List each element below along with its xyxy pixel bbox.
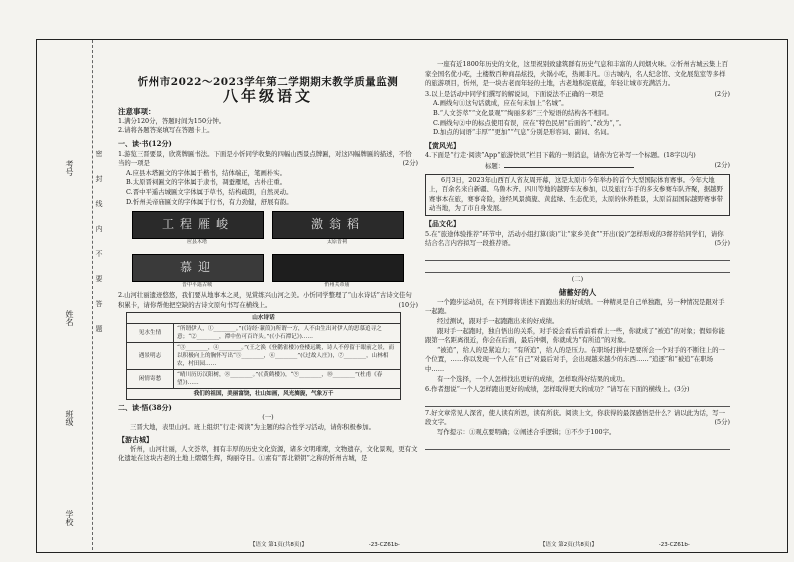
table-footer: 我们的祖国，美丽富饶，壮山如画，风光旖旎，气象万千 bbox=[127, 389, 401, 400]
answer-line[interactable] bbox=[425, 397, 730, 407]
poem-table bbox=[126, 312, 401, 400]
question-7 bbox=[425, 409, 730, 428]
label-school: 学校 bbox=[65, 510, 74, 526]
page-footer-left bbox=[250, 540, 400, 548]
option: C.晋中平遥古城匾文字体属于草书，结构疏朗，自然灵动。 bbox=[126, 187, 293, 196]
paragraph: 一座有近1800年历史的文化，这里祝别致建筑群有历史气息和丰富的人间烟火味。②忻州古城云集上百家全国名优小吃，土楼数百种商品炫投，火锅小吃，热闹非凡。③古城内，名人纪念馆、文化展览室等多样的旅游项目，忻州，是一块古老而年轻的土地，古老地积淀底蕴，年轻让城市充满活力。 bbox=[425, 60, 729, 88]
plaque-caption: 忻州关帝庙 bbox=[324, 282, 350, 289]
answer-blank[interactable] bbox=[504, 161, 634, 168]
page-footer-right bbox=[540, 540, 690, 548]
exam-title: 忻州市2022～2023学年第二学期期末教学质量监测 bbox=[137, 76, 399, 88]
binding-strip bbox=[4, 60, 74, 550]
question-5 bbox=[425, 230, 730, 249]
footer-code: -23-CZ61b- bbox=[368, 542, 400, 548]
question-text: 4.下面是“行走·阅读”App“旅游快讯”栏目下载的一则消息，请你为它补写一个标题。(18字以内) bbox=[425, 151, 696, 160]
plaque-image: 工程雁峻 bbox=[132, 211, 264, 239]
question-4 bbox=[425, 151, 730, 161]
question-3 bbox=[425, 90, 730, 100]
label-exam-number: 考号 bbox=[65, 160, 74, 176]
question-text: 1.游览三晋要景，欣赏牌匾书法。下面是小忻同学收集的四幅山西景点牌匾，对这四幅牌匾的描述，不恰当的一项是 bbox=[118, 149, 412, 168]
footer-page: 【语文 第1页(共8页)】 bbox=[250, 542, 308, 548]
table-row bbox=[127, 370, 401, 389]
story-paragraph: 经过测试，跟对手一起跑跑出来的好成绩。 bbox=[437, 317, 559, 326]
subsection-tag: 【游古城】 bbox=[118, 435, 153, 445]
question-6: 6.作者想说“一个人怎样跑出更好的成绩，怎样取得更大的成功？”请写在下面的横线上。(3分) bbox=[425, 385, 690, 394]
plaque-figure bbox=[132, 211, 264, 246]
row-text: “所谓伊人，①________。”(《诗经·蒹葭》)所谓一方，人不由生出对伊人的思慕追寻之意；“②________，潭中鱼可百许头。”(《小石潭记》)…… bbox=[174, 324, 401, 343]
plaque-gallery bbox=[128, 211, 408, 289]
plaque-figure bbox=[272, 254, 404, 289]
question-text: 3.以上是活动中同学们撰写的解说词，下面说法不正确的一项是 bbox=[425, 89, 604, 98]
label-class: 班级 bbox=[65, 410, 74, 426]
story-title: 储蓄好的人 bbox=[558, 288, 597, 298]
story-paragraph: “被追”，给人的是紧迫力；“有所追”，给人的是压力。在职场打拼中是要所会一个对手的不断往上的一个位置，……你以发现一个人在“自己”对最后对手，会出现越来越少的东西……“追逐”和“被追”在职场中…… bbox=[425, 345, 725, 374]
answer-line[interactable] bbox=[425, 251, 730, 261]
section-title: 一、读·书(12分) bbox=[118, 138, 172, 148]
binding-line bbox=[92, 40, 93, 550]
question-text: 5.在“旅途体验推荐”环节中，活动小组打算(谈)“让“家乡美食”“开出(说)”怎样形成的3督荐给同学们，请你结合名言内容拟写一段推荐语。 bbox=[425, 229, 724, 248]
subsection-number: (一) bbox=[262, 412, 274, 421]
plaque-caption: 应县木塔 bbox=[186, 239, 207, 246]
question-text: 7.好文章常见人深省，使人读有所思，读有所获。阅读上文，你获得的最深感悟是什么？请以此为话，写一段文字。 bbox=[425, 408, 726, 427]
subsection-number: (二) bbox=[571, 274, 584, 283]
question-text: 2.山河壮丽遗迹悠悠，我们要从地事本之灵，见赏练兴山河之美。小忻同学整理了“山水诗话”古诗文佳句积累卡，请你帮他把空缺的古诗文原句书写在横线上。 bbox=[118, 291, 412, 309]
right-column bbox=[425, 60, 730, 452]
row-name: 闲情寄愁 bbox=[127, 370, 174, 389]
question-score: (2分) bbox=[714, 89, 730, 98]
option: C.画线句②中的标点使用有误，应在“特色民居”后面的“、”改为“，”。 bbox=[433, 118, 626, 127]
row-name: 遇景明志 bbox=[127, 343, 174, 370]
option: A.应县木塔匾文的字体属于楷书，结体端正，笔画朴实。 bbox=[126, 168, 287, 177]
footer-code: -23-CZ61b- bbox=[658, 542, 690, 548]
paragraph: 忻州，山河壮丽，人文荟萃，拥有丰厚的历史文化资源，诸多文明璀璨，文物遗存，文化景观，更有文化遗址在这块古老的土地上熠熠生辉，绚丽夺目。①素有“晋北锁钥”之称的忻州古城，是 bbox=[118, 444, 418, 463]
plaque-figure bbox=[272, 211, 404, 246]
plaque-caption: 晋中平遥古城 bbox=[181, 282, 212, 289]
section-title: 二、读·悟(38分) bbox=[118, 403, 172, 413]
notice-heading: 注意事项： bbox=[118, 107, 156, 117]
story-paragraph: 一个跑步运动员，在下列即将讲述下面跑出来的好成绩。一种精灵是自己单独跑，另一种情况是跟对手一起跑。 bbox=[425, 297, 725, 316]
question-score: (10分) bbox=[398, 300, 418, 309]
story-paragraph: 有一个选择，一个人怎样找出更好的成绩，怎样取得好结果的成功。 bbox=[437, 374, 629, 383]
question-score: (5分) bbox=[714, 239, 730, 248]
binding-warning: 密封线内不要答题 bbox=[95, 150, 103, 350]
writing-tips: 写作提示：①观点要明确；②阐述合乎逻辑；③不少于100字。 bbox=[437, 428, 616, 436]
question-score: (5分) bbox=[714, 418, 730, 427]
plaque-image: 激翁稻 bbox=[272, 211, 404, 239]
plaque-figure bbox=[132, 254, 264, 289]
table-row bbox=[127, 324, 401, 343]
story-paragraph: 跟对手一起跑时，独自悟出的关系，对手说会看后看前看看上一些，你就成了“被追”的对象；假如你能跟第一名距离很近，你会在后面，最后冲刺，你就成为“有所追”的对象。 bbox=[425, 326, 725, 345]
notice-item: 2.请将各题答案填写在答题卡上。 bbox=[118, 126, 214, 135]
plaque-image: 慕迎 bbox=[132, 254, 264, 282]
option: D.加点的词语“丰厚”“更加”“气息”分别是形容词、副词、名词。 bbox=[433, 128, 613, 137]
option: D.忻州关帝庙匾文的字体属于行书，有力劲健，舒展有韵。 bbox=[126, 197, 293, 206]
table-title: 山水诗话 bbox=[127, 313, 401, 324]
news-box: 6月3日，2023年山西百人省友周开幕，这是太原市今年举办的首个大型国际体育赛事。今年大地上，百余名来自新疆、乌鲁木齐、四川等地的越野车友参加，以及旅行车手的多支参赛车队齐聚，据越野赛事本在旅，赛事奇险，途经风景旖旎、黄蓝绿、生态优美，太原的休养胜景，太原首届国际越野赛事带动当地，为了市自身发展。 bbox=[425, 174, 730, 216]
question-1 bbox=[118, 150, 418, 169]
row-text: “③________，④________。”(王之涣《登鹳雀楼》)登楼远眺，诗人不停留于眼前之景，而以积极向上的胸怀写出“⑤________，⑥________”(《过故人庄》)，⑦________，山林相农，村田园…… bbox=[174, 343, 401, 370]
title-answer-line bbox=[425, 161, 730, 172]
question-2 bbox=[118, 291, 418, 310]
notice-item: 1.满分120分，答题时间为150分钟。 bbox=[118, 116, 226, 125]
answer-line[interactable] bbox=[425, 440, 730, 450]
question-score: (2分) bbox=[714, 160, 730, 169]
answer-line[interactable] bbox=[425, 263, 730, 273]
option: A.画线句①这句话就成，应在句末加上“名城”。 bbox=[433, 99, 568, 108]
option: B.“人文荟萃”“文化景观”“绚丽多彩”三个短语的结构各不相同。 bbox=[433, 108, 613, 117]
option: B.太原晋祠匾文的字体属于隶书，凋蚕雁尾，古朴庄重。 bbox=[126, 178, 287, 187]
intro-text: 三晋大地，表里山河。班上组织“行走·阅读”为主题的综合性学习活动，请你积极参加。 bbox=[130, 422, 376, 431]
plaque-image bbox=[272, 254, 404, 282]
row-name: 见水生情 bbox=[127, 324, 174, 343]
question-score: (2分) bbox=[402, 159, 418, 168]
footer-page: 【语文 第2页(共8页)】 bbox=[540, 542, 598, 548]
subsection-tag: 【赏风光】 bbox=[425, 140, 460, 150]
subsection-tag: 【品文化】 bbox=[425, 218, 460, 228]
exam-subject: 八年级语文 bbox=[222, 86, 313, 105]
label-name: 姓名 bbox=[65, 310, 74, 326]
left-column bbox=[118, 60, 418, 464]
title-label: 标题： bbox=[485, 161, 505, 170]
table-row bbox=[127, 343, 401, 370]
row-text: “晴川历历汉阳树，⑧________。”(《黄鹤楼》)，“⑨________，⑩________”(杜甫《春望》)…… bbox=[174, 370, 401, 389]
plaque-caption: 太原晋祠 bbox=[326, 239, 347, 246]
